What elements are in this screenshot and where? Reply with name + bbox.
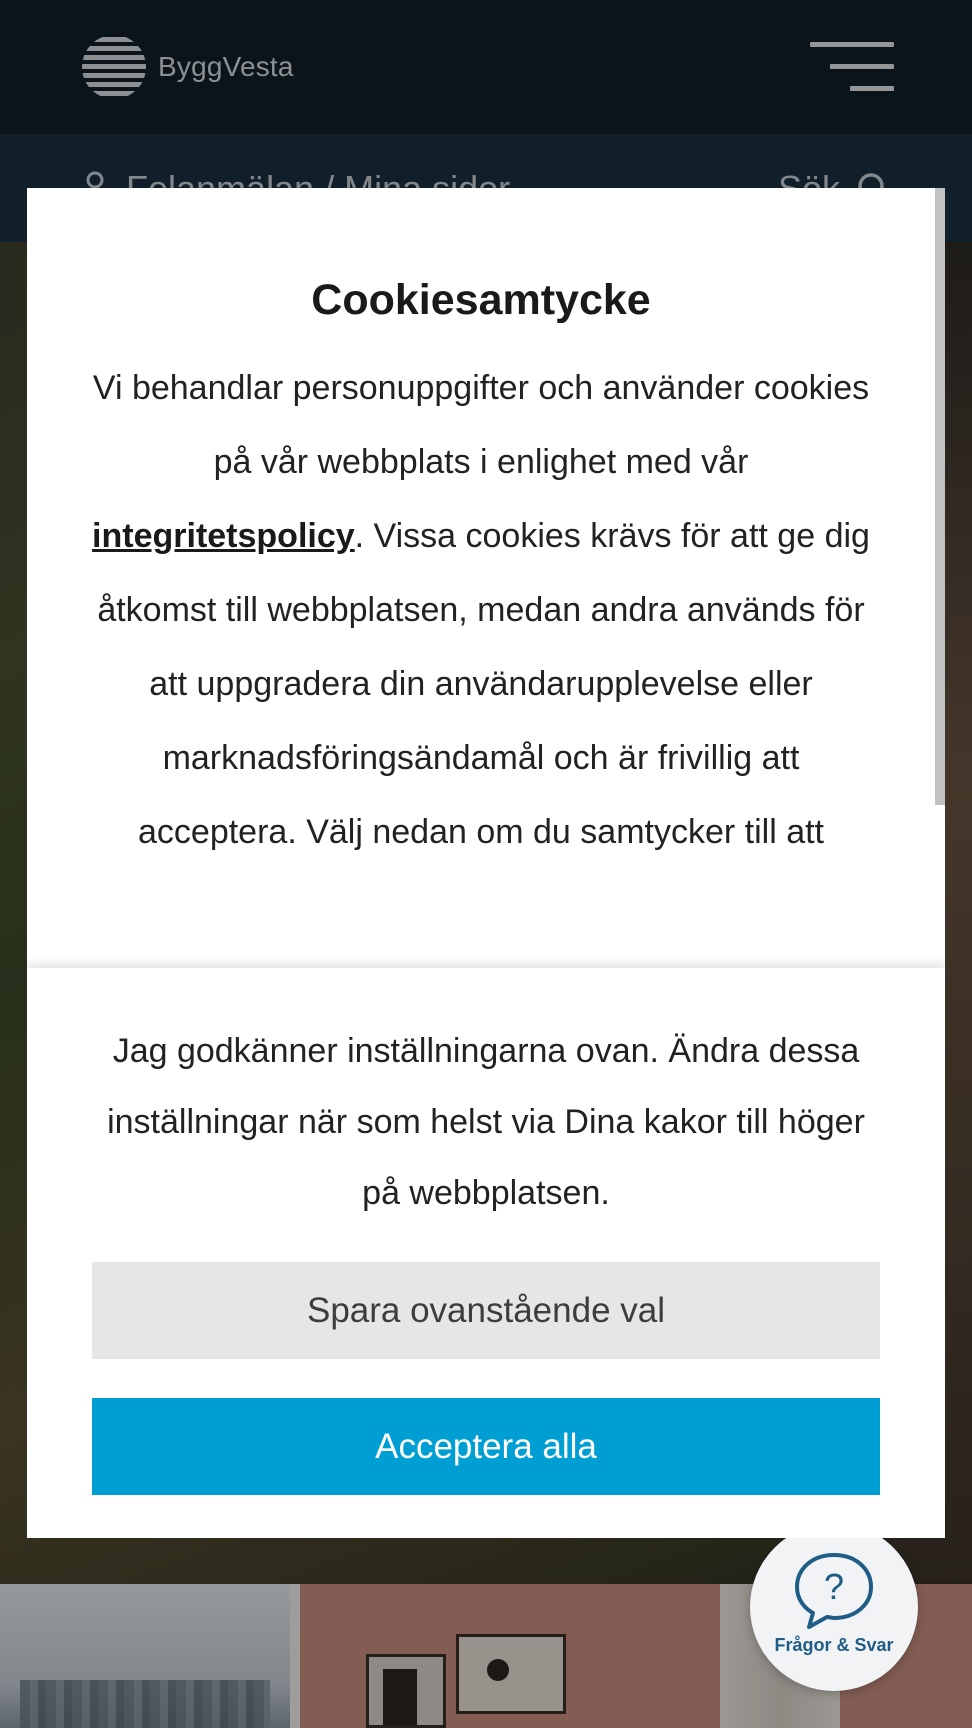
save-selection-button[interactable]: Spara ovanstående val [92,1262,880,1359]
dialog-scrollbar[interactable] [935,188,945,805]
dialog-title: Cookiesamtycke [311,276,651,324]
privacy-policy-link[interactable]: integritetspolicy [92,517,355,555]
accept-all-button[interactable]: Acceptera alla [92,1398,880,1495]
faq-label: Frågor & Svar [774,1634,894,1655]
brand-name: ByggVesta [158,51,294,82]
dialog-footer [27,968,945,1538]
body-text-before-link: Vi behandlar personuppgifter och använder cookies på vår webbplats i enlighet med vår [92,369,870,481]
faq-button[interactable] [750,1523,918,1691]
question-bubble-icon [791,1551,877,1631]
svg-text:?: ? [823,1565,845,1607]
cookie-consent-dialog [27,188,945,1538]
body-text-after-link: . Vissa cookies krävs för att ge dig åtkomst till webbplatsen, medan andra används för att uppgradera din användarupplevelse eller marknadsföringsändamål och är frivillig att acceptera. Välj nedan om du samtycker till att [97,517,870,851]
dialog-body [81,351,881,869]
cookie-consent-content[interactable] [27,188,935,968]
consent-info-text: Jag godkänner inställningarna ovan. Ändra dessa inställningar när som helst via Dina kakor till höger på webbplatsen. [107,1032,865,1212]
